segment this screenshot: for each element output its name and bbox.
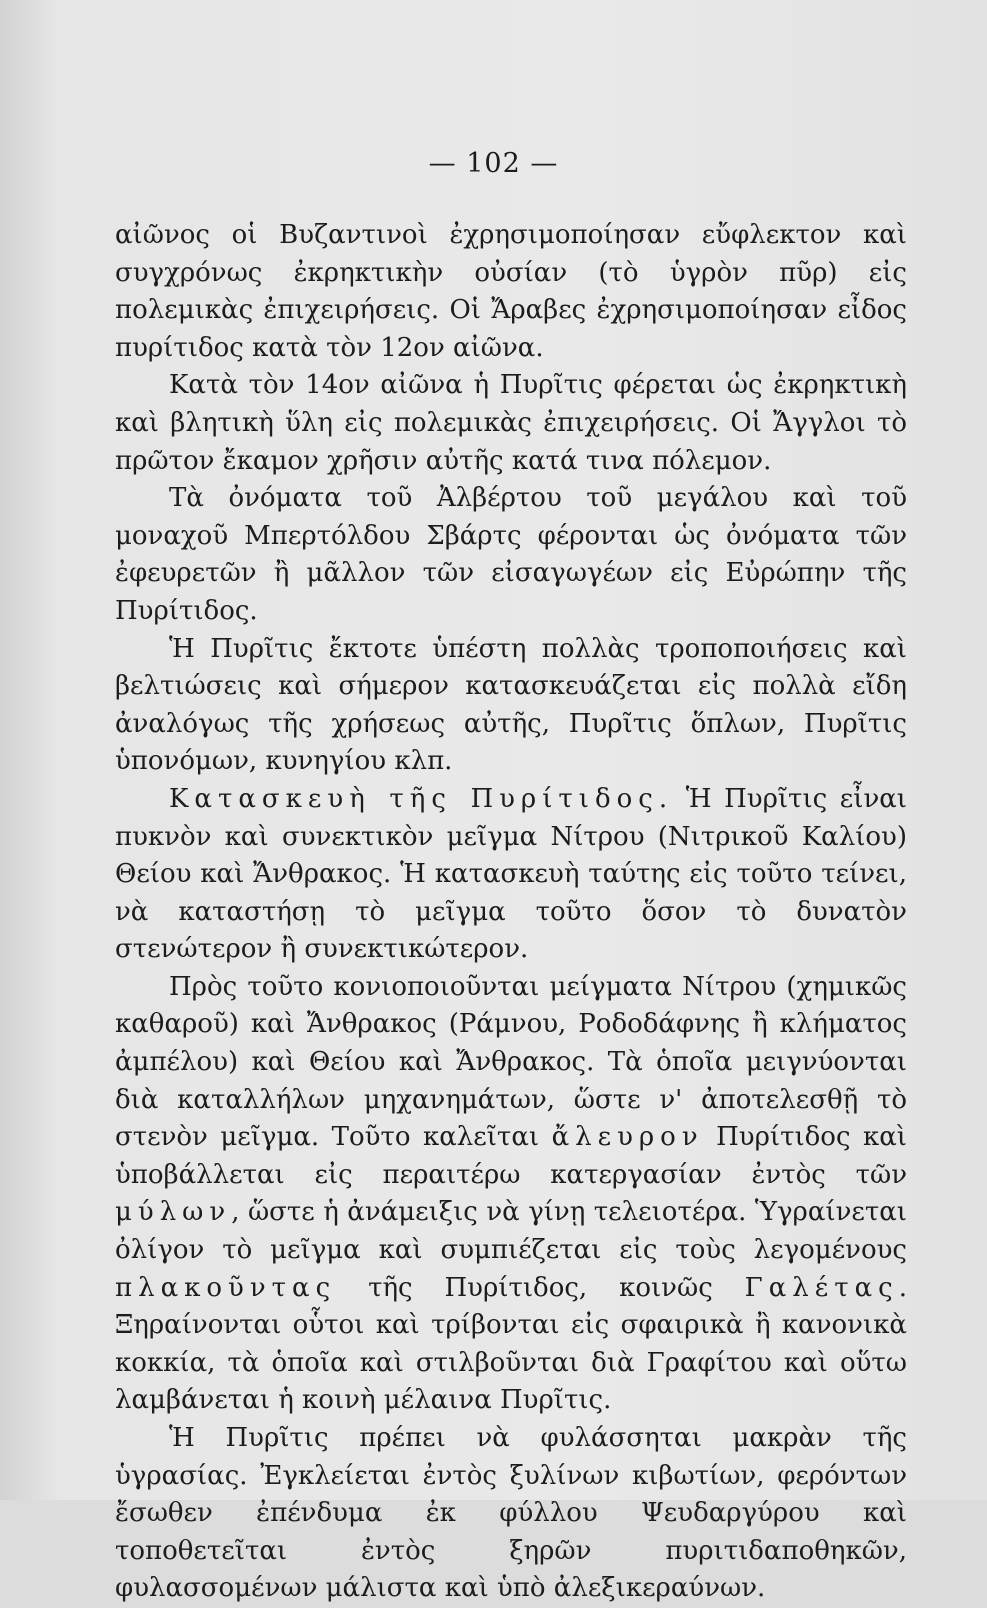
spaced-term: Γαλέτας bbox=[744, 1272, 899, 1303]
section-heading: Κατασκευὴ τῆς Πυρίτιδος. bbox=[169, 783, 674, 814]
text-run: Πυρίτιδος καὶ ὑποβάλλεται εἰς περαιτέρω κατεργασίαν ἐντὸς τῶν bbox=[115, 1122, 908, 1190]
paragraph-byzantine-fire bbox=[115, 217, 907, 367]
paragraph-improvements bbox=[115, 631, 907, 781]
paragraph-storage bbox=[115, 1420, 907, 1608]
spaced-term: μύλων bbox=[115, 1197, 232, 1228]
spaced-term: ἄλευρον bbox=[551, 1122, 704, 1153]
text-run: τῆς Πυρίτιδος, κοινῶς bbox=[336, 1272, 745, 1303]
text-run: . Ξηραίνονται οὗτοι καὶ τρίβονται εἰς σφαιρικὰ ἢ κανονικὰ κοκκία, τὰ ὁποῖα καὶ στιλβοῦνται διὰ Γραφίτου καὶ οὕτω λαμβάνεται ἡ κοινὴ μέλαινα Πυρῖτις. bbox=[115, 1272, 907, 1416]
paragraph-14th-century bbox=[115, 367, 907, 480]
page-number: — 102 — bbox=[428, 148, 559, 179]
text-run: αἰῶνος οἱ Βυζαντινοὶ ἐχρησιμοποίησαν εὔφλεκτον καὶ συγχρόνως ἐκρηκτικὴν οὐσίαν (τὸ ὑγρὸν πῦρ) εἰς πολεμικὰς ἐπιχειρήσεις. Οἱ Ἄραβες ἐχρησιμοποίησαν εἶδος πυρίτιδος κατὰ τὸν 12ον αἰῶνα. bbox=[115, 220, 907, 363]
text-run: Ἡ Πυρῖτις πρέπει νὰ φυλάσσηται μακρὰν τῆς ὑγρασίας. Ἐγκλείεται ἐντὸς ξυλίνων κιβωτίων, φερόντων ἔσωθεν ἐπένδυμα ἐκ φύλλου Ψευδαργύρου καὶ τοποθετεῖται ἐντὸς ξηρῶν πυριτιδαποθηκῶν, φυλασσομένων μάλιστα καὶ ὑπὸ ἀλεξικεραύνων. bbox=[115, 1423, 907, 1604]
paragraph-process bbox=[115, 969, 907, 1420]
spaced-term: πλακοῦντας bbox=[115, 1272, 337, 1303]
paragraph-manufacture bbox=[115, 781, 907, 969]
paragraph-inventors bbox=[115, 480, 907, 630]
text-run: , ὥστε ἡ ἀνάμειξις νὰ γίνῃ τελειοτέρα. Ὑγραίνεται ὀλίγον τὸ μεῖγμα καὶ συμπιέζεται εἰς τοὺς λεγομένους bbox=[115, 1197, 907, 1266]
text-run: Τὰ ὀνόματα τοῦ Ἀλβέρτου τοῦ μεγάλου καὶ τοῦ μοναχοῦ Μπερτόλδου Σβάρτς φέρονται ὡς ὀνόματα τῶν ἐφευρετῶν ἢ μᾶλλον τῶν εἰσαγωγέων εἰς Εὐρώπην τῆς Πυρίτιδος. bbox=[115, 483, 907, 626]
show-through-text bbox=[470, 90, 590, 123]
body-text bbox=[115, 217, 907, 1608]
text-run: Ἡ Πυρῖτις εἶναι πυκνὸν καὶ συνεκτικὸν μεῖγμα Νίτρου (Νιτρικοῦ Καλίου) Θείου καὶ Ἄνθρακος. Ἡ κατασκευὴ ταύτης εἰς τοῦτο τείνει, νὰ καταστήσῃ τὸ μεῖγμα τοῦτο ὅσον τὸ δυνατὸν στενώτερον ἢ συνεκτικώτερον. bbox=[115, 783, 907, 965]
text-run: Πρὸς τοῦτο κονιοποιοῦνται μείγματα Νίτρου (χημικῶς καθαροῦ) καὶ Ἄνθρακος (Ράμνου, Ροδοδάφνης ἢ κλήματος ἀμπέλου) καὶ Θείου καὶ Ἄνθρακος. Τὰ ὁποῖα μειγνύονται διὰ καταλλήλων μηχανημάτων, ὥστε ν' ἀποτελεσθῇ τὸ στενὸν μεῖγμα. Τοῦτο καλεῖται bbox=[115, 971, 907, 1153]
text-run: Κατὰ τὸν 14ον αἰῶνα ἡ Πυρῖτις φέρεται ὡς ἐκρηκτικὴ καὶ βλητικὴ ὕλη εἰς πολεμικὰς ἐπιχειρήσεις. Οἱ Ἄγγλοι τὸ πρῶτον ἔκαμον χρῆσιν αὐτῆς κατά τινα πόλεμον. bbox=[115, 370, 907, 476]
text-run: Ἡ Πυρῖτις ἔκτοτε ὑπέστη πολλὰς τροποποιήσεις καὶ βελτιώσεις καὶ σήμερον κατασκευάζεται εἰς πολλὰ εἴδη ἀναλόγως τῆς χρήσεως αὐτῆς, Πυρῖτις ὅπλων, Πυρῖτις ὑπονόμων, κυνηγίου κλπ. bbox=[115, 633, 907, 777]
